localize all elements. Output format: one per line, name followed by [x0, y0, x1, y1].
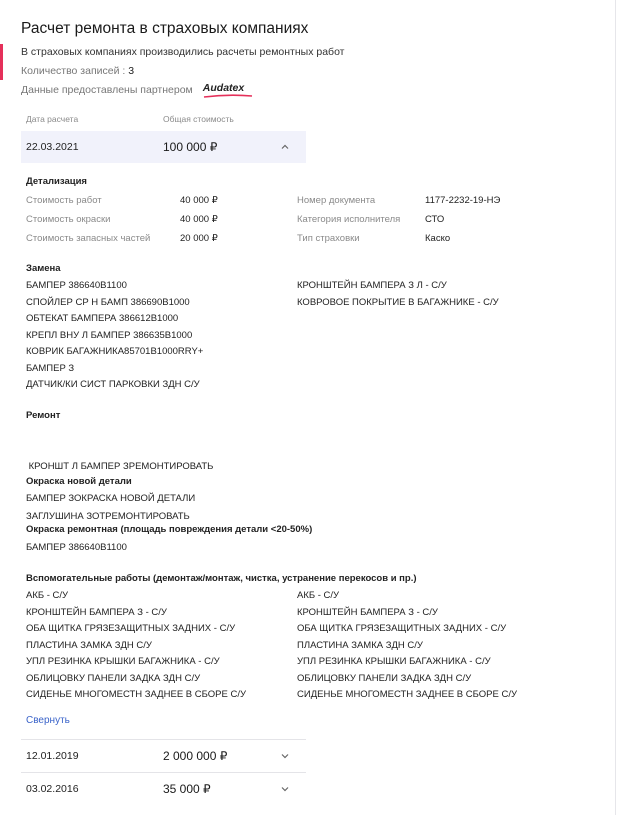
row-date: 22.03.2021 — [26, 141, 79, 153]
audatex-logo — [203, 82, 253, 98]
chevron-down-icon[interactable] — [278, 782, 292, 796]
list-item: КРЕПЛ ВНУ Л БАМПЕР 386635B1000 — [26, 329, 193, 341]
partner-line — [21, 82, 253, 98]
new-paint-list — [26, 491, 195, 508]
partner-label: Данные предоставлены партнером — [21, 84, 193, 96]
list-item: СИДЕНЬЕ МНОГОМЕСТН ЗАДНЕЕ В СБОРЕ С/У — [297, 689, 517, 700]
list-item: СПОЙЛЕР СР Н БАМП 386690B1000 — [26, 296, 190, 308]
table-row[interactable] — [21, 773, 306, 805]
list-item: КОВРИК БАГАЖНИКА85701B1000RRY+ — [26, 346, 204, 357]
repair-title: Ремонт — [26, 410, 61, 421]
list-item: ОБТЕКАТ БАМПЕРА 386612B1000 — [26, 313, 179, 324]
replacement-list-right — [297, 278, 499, 311]
records-count — [21, 65, 134, 77]
list-item: УПЛ РЕЗИНКА КРЫШКИ БАГАЖНИКА - С/У — [26, 656, 220, 667]
replacement-list-left — [26, 278, 203, 394]
row-cost: 35 000 ₽ — [163, 782, 211, 796]
list-item: КОВРОВОЕ ПОКРЫТИЕ В БАГАЖНИКЕ - С/У — [297, 296, 499, 308]
row-cost: 100 000 ₽ — [163, 140, 218, 154]
list-item: СИДЕНЬЕ МНОГОМЕСТН ЗАДНЕЕ В СБОРЕ С/У — [26, 689, 246, 700]
detail-value: 40 000 ₽ — [180, 214, 218, 225]
list-item: ЗАГЛУШИНА ЗОТРЕМОНТИРОВАТЬ — [26, 510, 190, 522]
list-item: АКБ - С/У — [26, 590, 69, 601]
accent-bar — [0, 44, 3, 80]
row-date: 03.02.2016 — [26, 783, 79, 795]
detail-label: Тип страховки — [297, 233, 360, 244]
details-title: Детализация — [26, 176, 87, 187]
list-item: БАМПЕР 386640B1100 — [26, 542, 127, 553]
aux-list-right — [297, 588, 517, 704]
col-header-cost: Общая стоимость — [163, 114, 234, 124]
row-date: 12.01.2019 — [26, 750, 79, 762]
col-header-date: Дата расчета — [26, 114, 79, 124]
audatex-logo-text: Audatex — [202, 82, 245, 94]
list-item: КРОНШТЕЙН БАМПЕРА З Л - С/У — [297, 280, 447, 291]
subtitle: В страховых компаниях производились расчеты ремонтных работ — [21, 46, 345, 58]
records-count-label: Количество записей : — [21, 65, 129, 77]
records-count-value: 3 — [128, 65, 135, 77]
repair-paint-title: Окраска ремонтная (площадь повреждения детали <20-50%) — [26, 524, 313, 535]
collapse-link[interactable]: Свернуть — [26, 715, 70, 726]
detail-label: Номер документа — [297, 195, 376, 206]
list-item: ОБЛИЦОВКУ ПАНЕЛИ ЗАДКА ЗДН С/У — [26, 672, 201, 684]
list-item: ДАТЧИК/КИ СИСТ ПАРКОВКИ ЗДН С/У — [26, 379, 200, 390]
detail-value: СТО — [425, 214, 445, 225]
aux-list-left — [26, 588, 246, 704]
table-row[interactable] — [21, 131, 306, 163]
list-item: БАМПЕР ЗОКРАСКА НОВОЙ ДЕТАЛИ — [26, 493, 196, 504]
list-item: ОБЛИЦОВКУ ПАНЕЛИ ЗАДКА ЗДН С/У — [297, 672, 472, 684]
detail-label: Стоимость окраски — [26, 214, 111, 225]
audatex-swoosh-icon — [203, 94, 253, 99]
detail-label: Стоимость запасных частей — [26, 233, 151, 244]
new-paint-title: Окраска новой детали — [26, 476, 132, 487]
detail-value: Каско — [425, 233, 451, 244]
list-item: БАМПЕР 386640B1100 — [26, 280, 127, 291]
list-item: АКБ - С/У — [297, 590, 340, 601]
detail-label: Категория исполнителя — [297, 214, 401, 225]
replacement-title: Замена — [26, 263, 61, 274]
detail-value: 1177-2232-19-НЭ — [425, 195, 501, 206]
aux-title: Вспомогательные работы (демонтаж/монтаж, чистка, устранение перекосов и пр.) — [26, 573, 417, 584]
detail-value: 20 000 ₽ — [180, 233, 218, 244]
list-item: ПЛАСТИНА ЗАМКА ЗДН С/У — [26, 639, 152, 651]
list-item: ОБА ЩИТКА ГРЯЗЕЗАЩИТНЫХ ЗАДНИХ - С/У — [297, 623, 507, 634]
list-item: ОБА ЩИТКА ГРЯЗЕЗАЩИТНЫХ ЗАДНИХ - С/У — [26, 623, 236, 634]
detail-label: Стоимость работ — [26, 195, 102, 206]
list-item: КРОНШТЕЙН БАМПЕРА З - С/У — [297, 606, 438, 618]
list-item: КРОНШТ Л БАМПЕР ЗРЕМОНТИРОВАТЬ — [26, 461, 214, 472]
chevron-up-icon[interactable] — [278, 140, 292, 154]
list-item: КРОНШТЕЙН БАМПЕРА З - С/У — [26, 606, 167, 618]
repair-paint-list — [26, 540, 127, 557]
list-item: БАМПЕР З — [26, 362, 75, 374]
list-item: УПЛ РЕЗИНКА КРЫШКИ БАГАЖНИКА - С/У — [297, 656, 491, 667]
list-item: ПЛАСТИНА ЗАМКА ЗДН С/У — [297, 639, 423, 651]
row-cost: 2 000 000 ₽ — [163, 749, 228, 763]
table-row[interactable] — [21, 740, 306, 772]
detail-value: 40 000 ₽ — [180, 195, 218, 206]
chevron-down-icon[interactable] — [278, 749, 292, 763]
page-title: Расчет ремонта в страховых компаниях — [21, 20, 309, 37]
